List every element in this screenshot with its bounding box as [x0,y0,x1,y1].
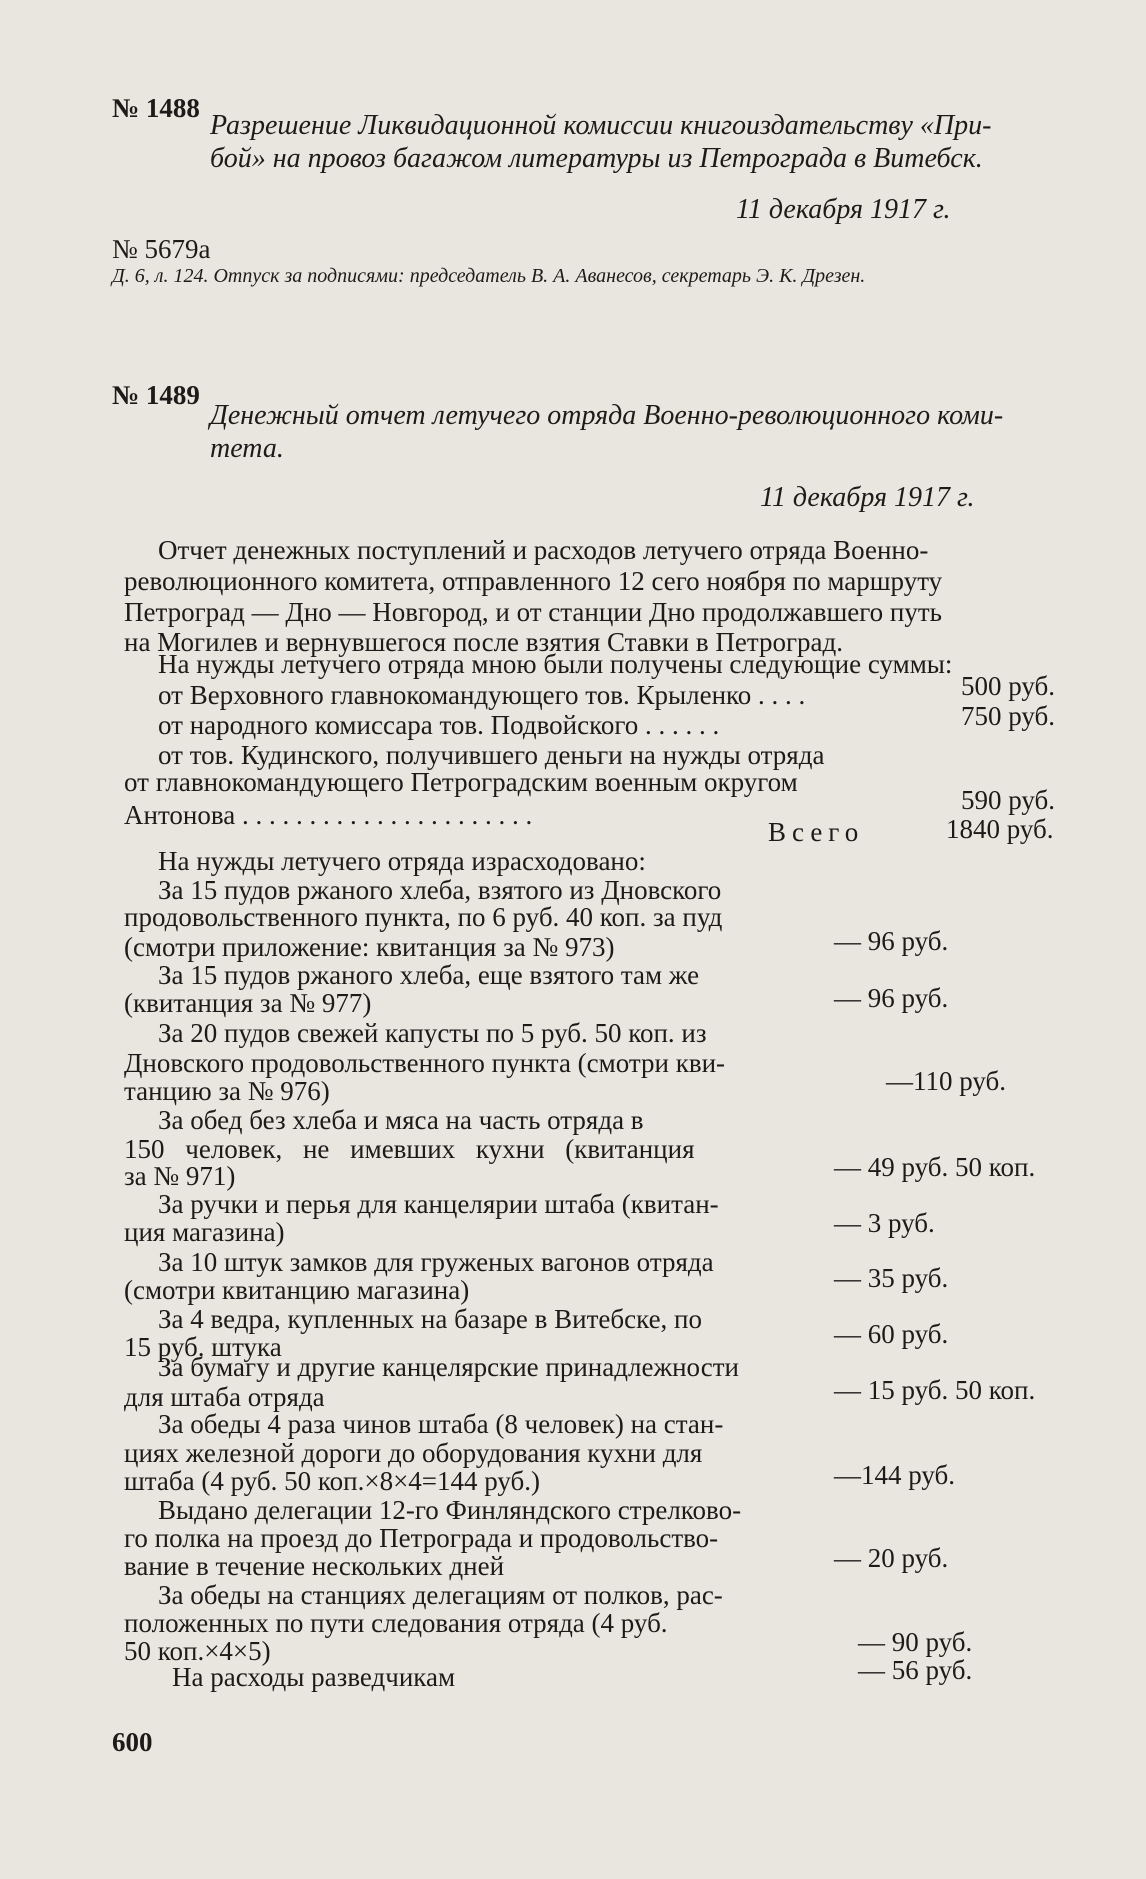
doc-title-line: бой» на провоз багажом литературы из Петрограда в Витебск. [210,143,983,174]
expense-line: (смотри приложение: квитанция за № 973) [124,932,615,962]
doc-date: 11 декабря 1917 г. [736,194,951,225]
paragraph-line: Отчет денежных поступлений и расходов летучего отряда Военно- [158,535,929,565]
expense-line: За обеды 4 раза чинов штаба (8 человек) на стан- [158,1409,724,1439]
expense-line: За обед без хлеба и мяса на часть отряда в [158,1105,644,1135]
expense-line: Дновского продовольственного пункта (смотри кви- [124,1048,726,1078]
doc-title-line: Денежный отчет летучего отряда Военно-революционного коми- [210,400,1004,431]
expense-amount: — 96 руб. [834,926,949,956]
expense-amount: —144 руб. [834,1460,956,1490]
income-amount: 500 руб. [961,671,1056,701]
expense-line: ция магазина) [124,1217,285,1247]
expense-line: за № 971) [124,1161,236,1191]
income-line: Антонова . . . . . . . . . . . . . . . . . . . . . . [124,800,533,830]
expense-line: штаба (4 руб. 50 коп.×8×4=144 руб.) [124,1466,541,1496]
income-line: от главнокомандующего Петроградским военным округом [124,767,798,797]
expense-line: За 15 пудов ржаного хлеба, взятого из Дновского [158,875,722,905]
expense-line: (смотри квитанцию магазина) [124,1275,470,1305]
doc-source-note: Д. 6, л. 124. Отпуск за подписями: председатель В. А. Аванесов, секретарь Э. К. Дрезен. [112,265,866,287]
expense-amount: —110 руб. [886,1066,1007,1096]
expense-line: Выдано делегации 12-го Финляндского стрелково- [158,1495,742,1525]
expense-line: За 10 штук замков для груженых вагонов отряда [158,1247,714,1277]
expense-line: (квитанция за № 977) [124,988,372,1018]
expense-amount: — 49 руб. 50 коп. [834,1152,1036,1182]
expense-amount: — 96 руб. [834,983,949,1013]
income-amount: 750 руб. [961,701,1056,731]
expense-amount: — 20 руб. [834,1543,949,1573]
doc-date: 11 декабря 1917 г. [760,482,975,513]
received-header: На нужды летучего отряда мною были получены следующие суммы: [158,649,953,679]
expense-line: На расходы разведчикам [172,1662,456,1692]
income-amount: 590 руб. [961,785,1056,815]
expense-amount: — 56 руб. [858,1655,973,1685]
doc-number-1488: № 1488 [112,93,200,123]
total-label: Всего [768,817,865,847]
expense-amount: — 90 руб. [858,1627,973,1657]
expense-line: За бумагу и другие канцелярские принадлежности [158,1352,739,1382]
doc-ref-number: № 5679а [112,234,211,264]
expense-line: го полка на проезд до Петрограда и продовольство- [124,1523,719,1553]
expense-line: танцию за № 976) [124,1076,330,1106]
expense-amount: — 60 руб. [834,1319,949,1349]
expense-line: 50 коп.×4×5) [124,1636,271,1666]
doc-title-line: Разрешение Ликвидационной комиссии книгоиздательству «При- [210,110,992,141]
expense-line: положенных по пути следования отряда (4 руб. [124,1608,668,1638]
expense-line: За 4 ведра, купленных на базаре в Витебске, по [158,1304,703,1334]
expense-line: За 15 пудов ржаного хлеба, еще взятого там же [158,960,700,990]
paragraph-line: революционного комитета, отправленного 12 сего ноября по маршруту [124,566,943,596]
expense-line: За обеды на станциях делегациям от полков, рас- [158,1580,723,1610]
expense-line: За 20 пудов свежей капусты по 5 руб. 50 коп. из [158,1018,707,1048]
income-line: от Верховного главнокомандующего тов. Крыленко . . . . [158,680,806,710]
expense-line: За ручки и перья для канцелярии штаба (квитан- [158,1189,719,1219]
expense-line: вание в течение нескольких дней [124,1551,505,1581]
expense-line: 150 человек, не имевших кухни (квитанция [124,1134,695,1164]
income-line: от народного комиссара тов. Подвойского . . . . . . [158,710,720,740]
doc-title-line: тета. [210,433,284,464]
paragraph-line: на Могилев и вернувшегося после взятия Ставки в Петроград. [124,627,844,657]
expense-line: циях железной дороги до оборудования кухни для [124,1438,703,1468]
total-amount: 1840 руб. [946,814,1054,844]
expense-amount: — 3 руб. [834,1208,935,1238]
expense-amount: — 35 руб. [834,1263,949,1293]
spent-header: На нужды летучего отряда израсходовано: [158,846,646,876]
doc-number-1489: № 1489 [112,380,200,410]
expense-line: продовольственного пункта, по 6 руб. 40 коп. за пуд [124,902,723,932]
expense-line: для штаба отряда [124,1382,325,1412]
expense-amount: — 15 руб. 50 коп. [834,1375,1036,1405]
income-line: от тов. Кудинского, получившего деньги на нужды отряда [158,740,825,770]
expense-line: 15 руб. штука [124,1332,282,1362]
page-number: 600 [112,1727,153,1757]
paragraph-line: Петроград — Дно — Новгород, и от станции Дно продолжавшего путь [124,597,942,627]
